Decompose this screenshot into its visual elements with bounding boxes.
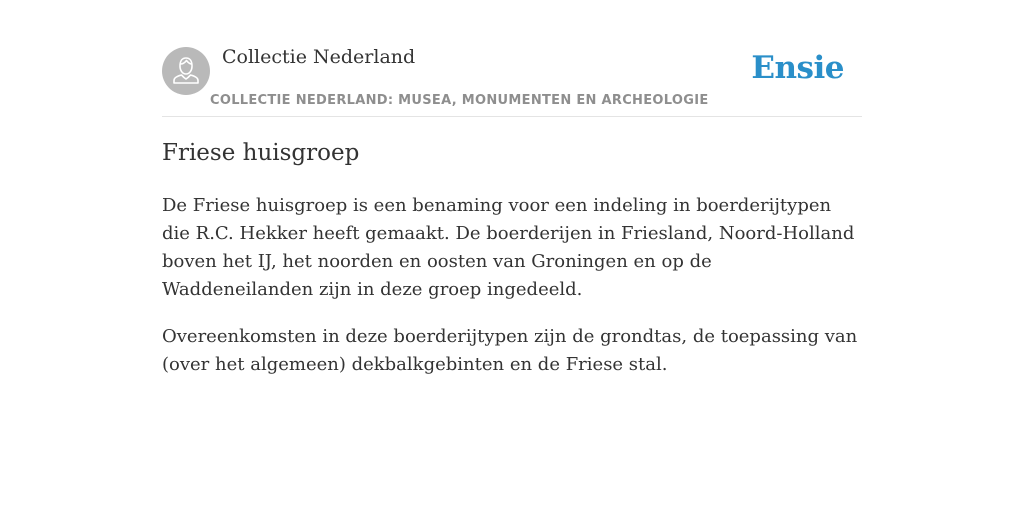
article-title: Friese huisgroep — [162, 140, 360, 166]
brand-logo[interactable]: Ensie — [751, 50, 844, 86]
user-icon — [162, 47, 210, 95]
avatar[interactable] — [162, 47, 210, 95]
article-body — [162, 192, 862, 398]
header — [162, 0, 862, 117]
author-name[interactable]: Collectie Nederland — [222, 46, 416, 68]
article-paragraph: De Friese huisgroep is een benaming voor een indeling in boerderijtypen die R.C. Hekker heeft gemaakt. De boerderijen in Friesland, Noord-Holland boven het IJ, het noorden en oosten van Groningen en op de Waddeneilanden zijn in deze groep ingedeeld. — [162, 195, 855, 300]
page-container — [162, 0, 862, 375]
article-paragraph: Overeenkomsten in deze boerderijtypen zijn de grondtas, de toepassing van (over het algemeen) dekbalkgebinten en de Friese stal. — [162, 326, 858, 375]
collection-link[interactable]: COLLECTIE NEDERLAND: MUSEA, MONUMENTEN EN ARCHEOLOGIE — [210, 93, 709, 108]
